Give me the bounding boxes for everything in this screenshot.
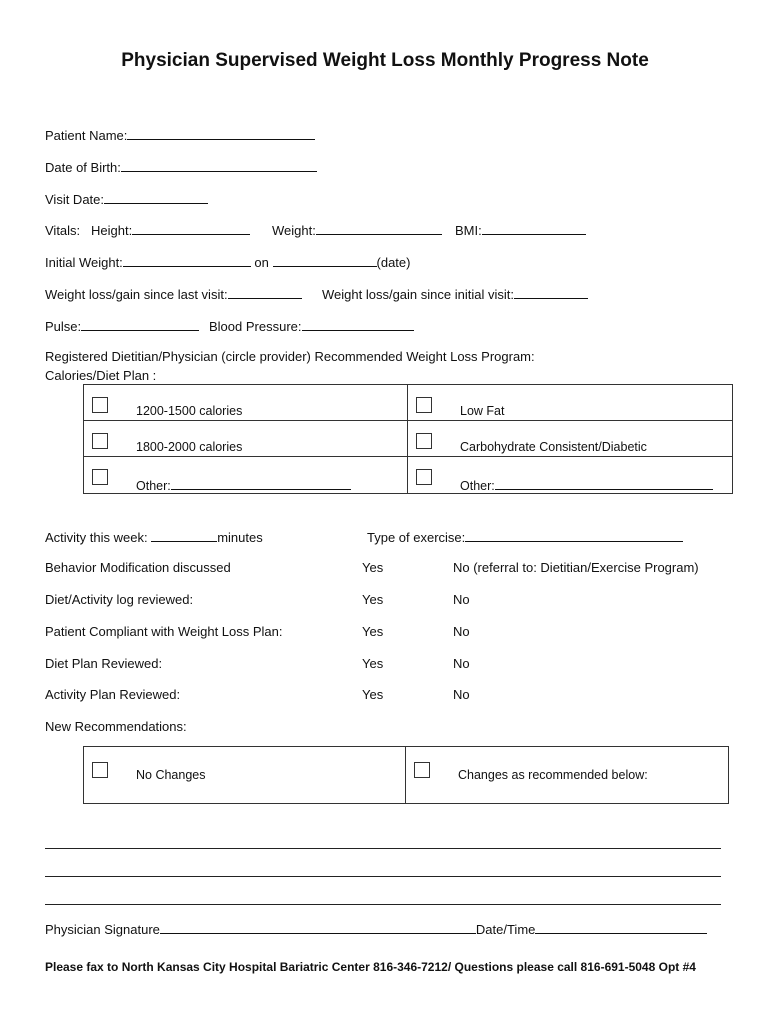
no-option[interactable]: No (referral to: Dietitian/Exercise Program) <box>453 560 699 575</box>
pulse-label: Pulse: <box>45 319 82 334</box>
physician-signature-label: Physician Signature <box>45 922 160 937</box>
no-option[interactable]: No <box>453 624 470 639</box>
vitals-label: Vitals: <box>45 223 81 238</box>
table-divider <box>407 384 408 493</box>
question-label: Activity Plan Reviewed: <box>45 687 181 702</box>
no-option[interactable]: No <box>453 592 470 607</box>
initial-weight-field[interactable] <box>123 253 251 267</box>
height-label: Height: <box>91 223 133 238</box>
weight-loss-last-row <box>45 285 302 302</box>
diet-option-label: 1200-1500 calories <box>136 404 243 418</box>
other-right-field[interactable] <box>495 476 713 490</box>
on-label: on <box>254 255 269 270</box>
dob-field[interactable] <box>121 158 317 172</box>
visit-date-field[interactable] <box>104 190 208 204</box>
changes-label: Changes as recommended below: <box>458 768 648 782</box>
bp-label: Blood Pressure: <box>209 319 302 334</box>
dob-label: Date of Birth: <box>45 160 121 175</box>
checkbox-other-left[interactable] <box>92 469 108 485</box>
no-option[interactable]: No <box>453 687 470 702</box>
diet-option-label: Low Fat <box>460 404 505 418</box>
checkbox-1800-2000[interactable] <box>92 433 108 449</box>
weight-field[interactable] <box>316 221 442 235</box>
no-changes-label: No Changes <box>136 768 206 782</box>
patient-name-field[interactable] <box>127 126 315 140</box>
exercise-label: Type of exercise: <box>367 530 466 545</box>
yes-option[interactable]: Yes <box>362 592 384 607</box>
diet-option-label: Other: <box>136 479 171 493</box>
datetime-field[interactable] <box>535 920 707 934</box>
activity-label: Activity this week: <box>45 530 148 545</box>
bmi-group <box>455 221 586 238</box>
patient-name-row <box>45 126 315 143</box>
other-left-field[interactable] <box>171 476 351 490</box>
activity-row <box>45 528 263 545</box>
diet-other-right <box>460 476 713 493</box>
diet-plan-label: Calories/Diet Plan : <box>45 368 157 383</box>
yes-option[interactable]: Yes <box>362 624 384 639</box>
weight-label: Weight: <box>272 223 316 238</box>
diet-option-label: Other: <box>460 479 495 493</box>
checkbox-low-fat[interactable] <box>416 397 432 413</box>
checkbox-no-changes[interactable] <box>92 762 108 778</box>
physician-signature-field[interactable] <box>160 920 476 934</box>
checkbox-carb-consistent[interactable] <box>416 433 432 449</box>
page-title: Physician Supervised Weight Loss Monthly Progress Note <box>121 50 649 71</box>
question-label: Diet Plan Reviewed: <box>45 656 163 671</box>
no-option[interactable]: No <box>453 656 470 671</box>
checkbox-1200-1500[interactable] <box>92 397 108 413</box>
signature-row <box>45 920 707 937</box>
write-in-line[interactable] <box>45 876 721 877</box>
wl-initial-field[interactable] <box>514 285 588 299</box>
visit-date-row <box>45 190 208 207</box>
wl-initial-label: Weight loss/gain since initial visit: <box>322 287 514 302</box>
bp-field[interactable] <box>302 317 414 331</box>
height-field[interactable] <box>132 221 250 235</box>
program-line: Registered Dietitian/Physician (circle provider) Recommended Weight Loss Program: <box>45 349 535 364</box>
initial-weight-date-field[interactable] <box>273 253 377 267</box>
vitals-row <box>45 221 250 238</box>
bp-group <box>209 317 414 334</box>
diet-option-label: Carbohydrate Consistent/Diabetic <box>460 440 647 454</box>
checkbox-other-right[interactable] <box>416 469 432 485</box>
wl-last-label: Weight loss/gain since last visit: <box>45 287 228 302</box>
activity-minutes-field[interactable] <box>151 528 217 542</box>
pulse-row <box>45 317 199 334</box>
bmi-label: BMI: <box>455 223 482 238</box>
dob-row <box>45 158 317 175</box>
weight-group <box>272 221 442 238</box>
weight-loss-initial-row <box>322 285 588 302</box>
exercise-field[interactable] <box>465 528 683 542</box>
yes-option[interactable]: Yes <box>362 687 384 702</box>
new-recommendations-label: New Recommendations: <box>45 719 187 734</box>
question-label: Behavior Modification discussed <box>45 560 231 575</box>
table-divider <box>405 746 406 803</box>
visit-date-label: Visit Date: <box>45 192 105 207</box>
question-label: Diet/Activity log reviewed: <box>45 592 194 607</box>
write-in-line[interactable] <box>45 904 721 905</box>
date-suffix-label: (date) <box>376 255 411 270</box>
yes-option[interactable]: Yes <box>362 656 384 671</box>
patient-name-label: Patient Name: <box>45 128 128 143</box>
activity-unit: minutes <box>217 530 263 545</box>
question-label: Patient Compliant with Weight Loss Plan: <box>45 624 283 639</box>
yes-option[interactable]: Yes <box>362 560 384 575</box>
checkbox-changes[interactable] <box>414 762 430 778</box>
write-in-line[interactable] <box>45 848 721 849</box>
diet-other-left <box>136 476 351 493</box>
initial-weight-row <box>45 253 410 270</box>
bmi-field[interactable] <box>482 221 586 235</box>
exercise-type-row <box>367 528 683 545</box>
diet-option-label: 1800-2000 calories <box>136 440 243 454</box>
initial-weight-label: Initial Weight: <box>45 255 123 270</box>
wl-last-field[interactable] <box>228 285 302 299</box>
pulse-field[interactable] <box>81 317 199 331</box>
datetime-label: Date/Time <box>475 922 536 937</box>
footer-note: Please fax to North Kansas City Hospital Bariatric Center 816-346-7212/ Questions please call 816-691-5048 Opt #4 <box>45 960 696 974</box>
